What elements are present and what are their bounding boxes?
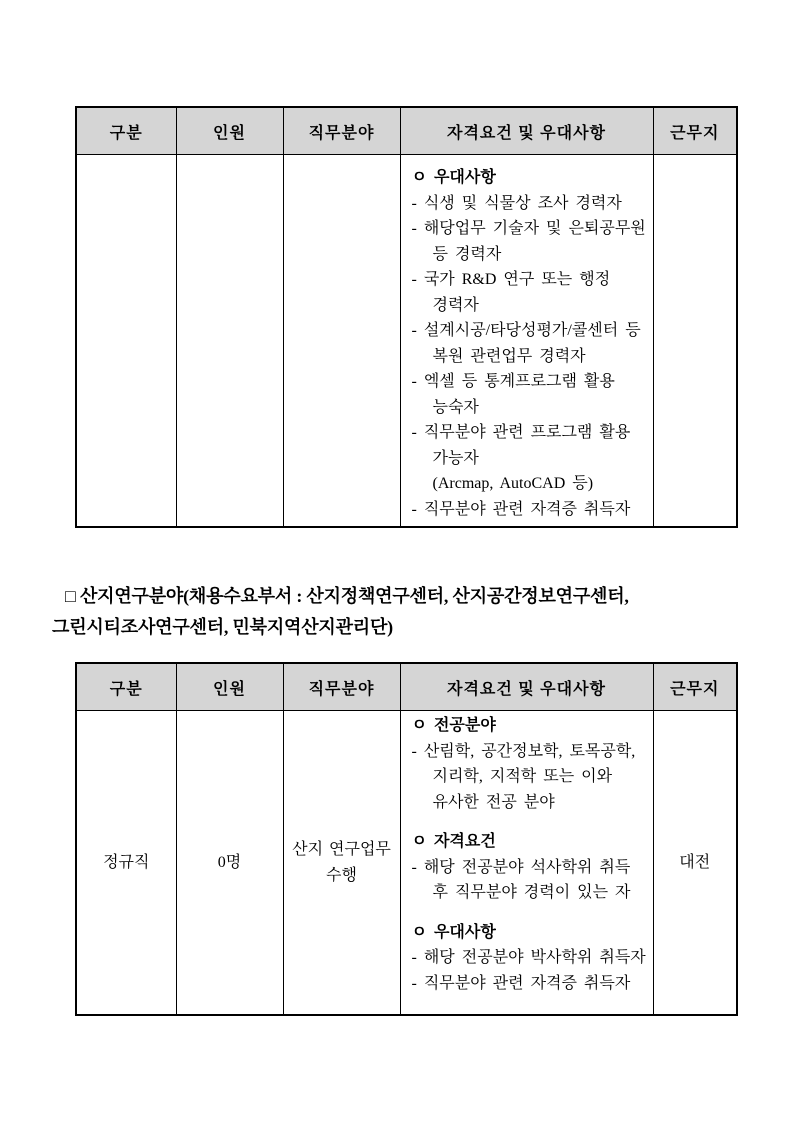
- table1-cell-qualifications: [400, 155, 653, 528]
- table1-cell-job-field: [283, 155, 400, 528]
- qualification-line: - 해당업무 기술자 및 은퇴공무원: [411, 220, 646, 237]
- qualification-line: 등 경력자: [432, 245, 502, 263]
- table1-cell-headcount: [176, 155, 283, 528]
- section-heading-line2: 그린시티조사연구센터, 민북지역산지관리단): [52, 617, 393, 637]
- qualification-line: ㅇ 자격요건: [411, 833, 496, 850]
- qualification-line: 능숙자: [432, 398, 479, 416]
- col-header-headcount: 인원: [176, 107, 283, 155]
- table1-cell-workplace: [653, 155, 737, 528]
- table2-cell-qualifications: [400, 711, 653, 1016]
- qualification-line: 지리학, 지적학 또는 이와: [432, 768, 613, 785]
- table2-header-row: [76, 663, 737, 711]
- col-header-qualifications: 자격요건 및 우대사항: [400, 107, 653, 155]
- qualification-list: [401, 711, 653, 996]
- qualification-line: 유사한 전공 분야: [432, 793, 555, 811]
- col-header-workplace: 근무지: [653, 663, 737, 711]
- col-header-workplace: 근무지: [653, 107, 737, 155]
- table2-cell-category: 정규직: [76, 711, 176, 1016]
- qualification-line: - 직무분야 관련 프로그램 활용: [411, 424, 631, 441]
- qualification-line: 복원 관련업무 경력자: [432, 347, 586, 365]
- qualification-list: [401, 155, 653, 522]
- recruitment-table-continued: [75, 106, 738, 528]
- recruitment-table-research: [75, 662, 738, 1016]
- table1-body-row: [76, 155, 737, 528]
- col-header-job-field: 직무분야: [283, 663, 400, 711]
- table2-cell-workplace: 대전: [653, 711, 737, 1016]
- qualification-line: - 설계시공/타당성평가/콜센터 등: [411, 322, 641, 339]
- qualification-line: 후 직무분야 경력이 있는 자: [432, 884, 631, 901]
- table1-header-row: [76, 107, 737, 155]
- table1-cell-category: [76, 155, 176, 528]
- qualification-line: - 엑셀 등 통계프로그램 활용: [411, 373, 615, 390]
- qualification-line: - 해당 전공분야 박사학위 취득자: [411, 949, 646, 966]
- section-heading-line1: □ 산지연구분야(채용수요부서 : 산지정책연구센터, 산지공간정보연구센터,: [65, 586, 629, 606]
- qualification-line: ㅇ 우대사항: [411, 169, 496, 186]
- qualification-line: - 직무분야 관련 자격증 취득자: [411, 974, 631, 992]
- col-header-job-field: 직무분야: [283, 107, 400, 155]
- col-header-qualifications: 자격요건 및 우대사항: [400, 663, 653, 711]
- col-header-category: 구분: [76, 663, 176, 711]
- col-header-category: 구분: [76, 107, 176, 155]
- qualification-line: ㅇ 우대사항: [411, 923, 496, 941]
- qualification-line: (Arcmap, AutoCAD 등): [432, 475, 594, 492]
- qualification-line: - 식생 및 식물상 조사 경력자: [411, 194, 622, 212]
- qualification-line: - 국가 R&D 연구 또는 행정: [411, 271, 611, 288]
- qualification-line: ㅇ 전공분야: [411, 717, 496, 734]
- qualification-line: - 산림학, 공간정보학, 토목공학,: [411, 742, 636, 760]
- qualification-line: - 직무분야 관련 자격증 취득자: [411, 500, 631, 518]
- section-heading: [52, 581, 762, 643]
- table2-body-row: [76, 711, 737, 1016]
- table2-cell-job-field: 산지 연구업무 수행: [283, 711, 400, 1016]
- qualification-line: 경력자: [432, 296, 479, 314]
- qualification-line: - 해당 전공분야 석사학위 취득: [411, 858, 631, 876]
- col-header-headcount: 인원: [176, 663, 283, 711]
- qualification-line: 가능자: [432, 449, 479, 467]
- table2-cell-headcount: 0명: [176, 711, 283, 1016]
